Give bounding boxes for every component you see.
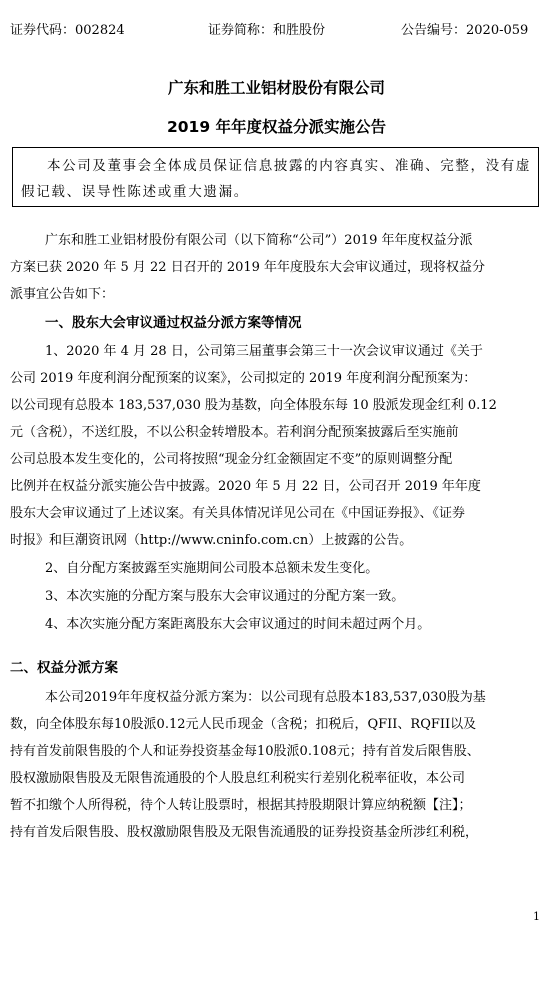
item1-line: 股东大会审议通过了上述议案。有关具体情况详见公司在《中国证券报》、《证券 bbox=[10, 506, 466, 521]
item1-line: 比例并在权益分派实施公告中披露。2020 年 5 月 22 日，公司召开 2019 年年度 bbox=[10, 479, 481, 494]
item1-line: 时报》和巨潮资讯网（http://www.cninfo.com.cn）上披露的公告。 bbox=[10, 533, 413, 548]
intro-line: 派事宜公告如下： bbox=[10, 287, 115, 302]
section-heading-1: 一、股东大会审议通过权益分派方案等情况 bbox=[45, 315, 302, 331]
item1-line: 公司 2019 年度利润分配预案的议案》，公司拟定的 2019 年度利润分配预案为： bbox=[10, 371, 477, 386]
section-heading-2: 二、权益分派方案 bbox=[10, 660, 118, 676]
page-number: 1 bbox=[533, 910, 540, 923]
company-title: 广东和胜工业铝材股份有限公司 bbox=[167, 79, 385, 97]
announcement-title: 2019 年年度权益分派实施公告 bbox=[166, 118, 387, 136]
item1-line: 公司总股本发生变化的，公司将按照“现金分红金额固定不变”的原则调整分配 bbox=[10, 452, 453, 467]
notice-line: 本公司及董事会全体成员保证信息披露的内容真实、准确、完整，没有虚 bbox=[47, 158, 531, 174]
section2-line: 持有首发前限售股的个人和证券投资基金每10股派0.108元；持有首发后限售股、 bbox=[10, 744, 480, 759]
item1-line: 1、2020 年 4 月 28 日，公司第三届董事会第三十一次会议审议通过《关于 bbox=[45, 344, 483, 359]
item3-line: 3、本次实施的分配方案与股东大会审议通过的分配方案一致。 bbox=[45, 589, 405, 604]
item1-line: 元（含税），不送红股，不以公积金转增股本。若利润分配预案披露后至实施前 bbox=[10, 425, 459, 440]
item2-line: 2、自分配方案披露至实施期间公司股本总额未发生变化。 bbox=[45, 561, 379, 576]
section2-line: 本公司2019年年度权益分派方案为：以公司现有总股本183,537,030股为基 bbox=[45, 690, 486, 705]
stock-code: 证券代码：002824 bbox=[10, 23, 125, 38]
stock-abbreviation: 证券简称：和胜股份 bbox=[208, 23, 326, 38]
section2-line: 持有首发后限售股、股权激励限售股及无限售流通股的证券投资基金所涉红利税， bbox=[10, 825, 479, 840]
intro-line: 方案已获 2020 年 5 月 22 日召开的 2019 年年度股东大会审议通过，现将权益分 bbox=[10, 260, 486, 275]
item4-line: 4、本次实施分配方案距离股东大会审议通过的时间未超过两个月。 bbox=[45, 617, 431, 632]
announcement-number: 公告编号：2020-059 bbox=[401, 23, 529, 38]
section2-line: 暂不扣缴个人所得税，待个人转让股票时，根据其持股期限计算应纳税额【注】； bbox=[10, 798, 472, 813]
section2-line: 股权激励限售股及无限售流通股的个人股息红利税实行差别化税率征收，本公司 bbox=[10, 771, 466, 786]
notice-line: 假记载、误导性陈述或重大遗漏。 bbox=[21, 184, 249, 200]
intro-line: 广东和胜工业铝材股份有限公司（以下简称“公司”）2019 年年度权益分派 bbox=[45, 233, 473, 248]
section2-line: 数，向全体股东每10股派0.12元人民币现金（含税；扣税后，QFII、RQFII以及 bbox=[10, 717, 477, 732]
disclosure-notice-box bbox=[12, 147, 539, 207]
item1-line: 以公司现有总股本 183,537,030 股为基数，向全体股东每 10 股派发现金红利 0.12 bbox=[10, 398, 497, 413]
